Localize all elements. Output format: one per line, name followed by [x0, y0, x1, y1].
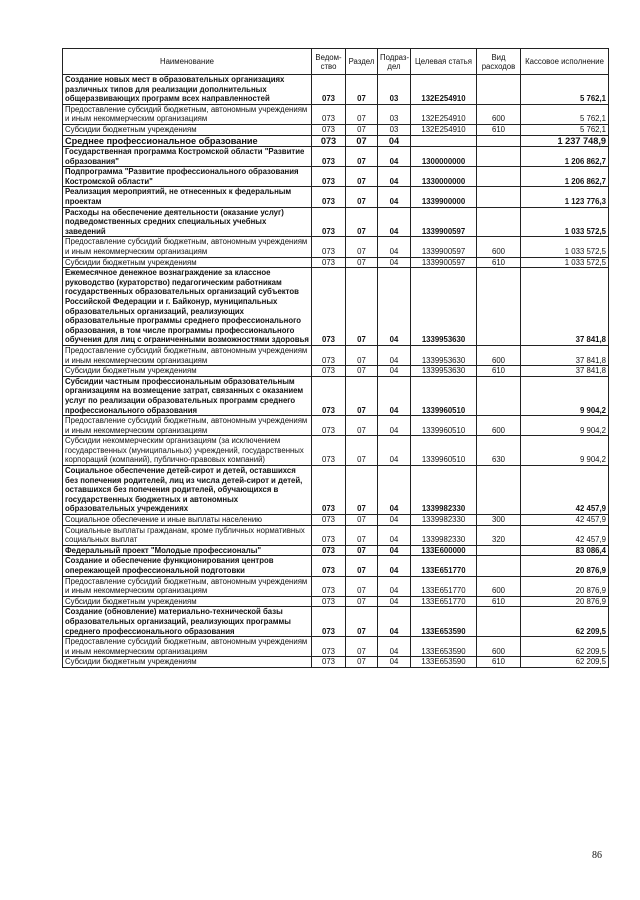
table-row	[63, 657, 609, 668]
cell-section: 07	[346, 525, 378, 545]
cell-section: 07	[346, 268, 378, 346]
cell-amount: 9 904,2	[521, 376, 609, 415]
cell-subsection: 03	[378, 104, 411, 124]
cell-expense-type	[477, 135, 521, 147]
cell-expense-type	[477, 147, 521, 167]
cell-section: 07	[346, 147, 378, 167]
table-row	[63, 466, 609, 515]
cell-name: Ежемесячное денежное вознаграждение за классное руководство (кураторство) педагогическим работникам государственных образовательных организаций субъектов Российской Федерации и г. Байконур, муниципальных образовательных организаций, реализующих образовательные программы среднего профессионального образования, в том числе программы профессионального обучения для лиц с ограниченными возможностями здоровья	[63, 268, 312, 346]
cell-dept: 073	[312, 576, 346, 596]
cell-subsection: 04	[378, 167, 411, 187]
cell-dept: 073	[312, 416, 346, 436]
cell-subsection: 04	[378, 147, 411, 167]
cell-dept: 073	[312, 104, 346, 124]
cell-article: 133E600000	[411, 545, 477, 556]
cell-expense-type: 630	[477, 436, 521, 466]
table-row	[63, 576, 609, 596]
cell-subsection: 04	[378, 436, 411, 466]
cell-article: 1339960510	[411, 416, 477, 436]
cell-name: Среднее профессиональное образование	[63, 135, 312, 147]
cell-name: Государственная программа Костромской области "Развитие образования"	[63, 147, 312, 167]
cell-subsection: 04	[378, 207, 411, 237]
cell-amount: 9 904,2	[521, 416, 609, 436]
cell-expense-type	[477, 167, 521, 187]
cell-dept: 073	[312, 135, 346, 147]
cell-article: 1300000000	[411, 147, 477, 167]
cell-expense-type: 610	[477, 366, 521, 377]
table-row	[63, 187, 609, 207]
cell-article: 1339982330	[411, 515, 477, 526]
cell-expense-type	[477, 556, 521, 576]
cell-dept: 073	[312, 257, 346, 268]
cell-article: 132E254910	[411, 104, 477, 124]
cell-amount: 37 841,8	[521, 366, 609, 377]
table-body	[63, 75, 609, 668]
cell-amount: 5 762,1	[521, 75, 609, 105]
cell-subsection: 04	[378, 366, 411, 377]
cell-dept: 073	[312, 657, 346, 668]
table-row	[63, 167, 609, 187]
cell-section: 07	[346, 637, 378, 657]
cell-section: 07	[346, 596, 378, 607]
cell-article: 1339960510	[411, 376, 477, 415]
cell-expense-type: 610	[477, 596, 521, 607]
cell-subsection: 04	[378, 187, 411, 207]
table-row	[63, 596, 609, 607]
cell-section: 07	[346, 657, 378, 668]
cell-section: 07	[346, 237, 378, 257]
cell-article: 133E653590	[411, 607, 477, 637]
cell-article: 1339953630	[411, 268, 477, 346]
cell-name: Создание (обновление) материально-технической базы образовательных организаций, реализующих программы среднего профессионального образования	[63, 607, 312, 637]
cell-name: Социальные выплаты гражданам, кроме публичных нормативных социальных выплат	[63, 525, 312, 545]
column-header-name: Наименование	[63, 49, 312, 75]
cell-dept: 073	[312, 207, 346, 237]
cell-subsection: 04	[378, 416, 411, 436]
table-row	[63, 237, 609, 257]
cell-article: 133E651770	[411, 556, 477, 576]
cell-dept: 073	[312, 75, 346, 105]
cell-dept: 073	[312, 376, 346, 415]
cell-name: Создание и обеспечение функционирования центров опережающей профессиональной подготовки	[63, 556, 312, 576]
page-number: 86	[592, 850, 602, 861]
cell-amount: 5 762,1	[521, 124, 609, 135]
cell-subsection: 04	[378, 556, 411, 576]
column-header-dept: Ведом-ство	[312, 49, 346, 75]
cell-article: 132E254910	[411, 75, 477, 105]
cell-section: 07	[346, 104, 378, 124]
cell-article: 1339960510	[411, 436, 477, 466]
cell-subsection: 04	[378, 376, 411, 415]
cell-section: 07	[346, 436, 378, 466]
cell-dept: 073	[312, 237, 346, 257]
cell-amount: 1 033 572,5	[521, 237, 609, 257]
cell-name: Социальное обеспечение и иные выплаты населению	[63, 515, 312, 526]
cell-name: Субсидии некоммерческим организациям (за исключением государственных (муниципальных) учреждений, государственных корпораций (компаний), публично-правовых компаний)	[63, 436, 312, 466]
cell-subsection: 03	[378, 75, 411, 105]
cell-expense-type: 610	[477, 657, 521, 668]
table-row	[63, 147, 609, 167]
cell-expense-type	[477, 545, 521, 556]
cell-article: 133E653590	[411, 657, 477, 668]
column-header-subsection: Подраз-дел	[378, 49, 411, 75]
cell-article: 1339982330	[411, 466, 477, 515]
cell-subsection: 04	[378, 545, 411, 556]
cell-subsection: 04	[378, 466, 411, 515]
cell-expense-type	[477, 268, 521, 346]
column-header-amount: Кассовое исполнение	[521, 49, 609, 75]
cell-section: 07	[346, 187, 378, 207]
cell-amount: 62 209,5	[521, 637, 609, 657]
cell-amount: 62 209,5	[521, 607, 609, 637]
cell-dept: 073	[312, 147, 346, 167]
cell-subsection: 04	[378, 237, 411, 257]
cell-name: Реализация мероприятий, не отнесенных к федеральным проектам	[63, 187, 312, 207]
cell-article: 1339900597	[411, 237, 477, 257]
cell-dept: 073	[312, 187, 346, 207]
budget-table	[62, 48, 609, 668]
table-row	[63, 345, 609, 365]
cell-amount: 62 209,5	[521, 657, 609, 668]
cell-dept: 073	[312, 124, 346, 135]
cell-article: 133E651770	[411, 576, 477, 596]
cell-amount: 20 876,9	[521, 576, 609, 596]
cell-dept: 073	[312, 436, 346, 466]
cell-name: Субсидии бюджетным учреждениям	[63, 257, 312, 268]
cell-expense-type	[477, 607, 521, 637]
cell-name: Предоставление субсидий бюджетным, автономным учреждениям и иным некоммерческим организациям	[63, 637, 312, 657]
cell-article: 1339900000	[411, 187, 477, 207]
cell-article: 1339953630	[411, 366, 477, 377]
table-row	[63, 104, 609, 124]
cell-amount: 1 206 862,7	[521, 147, 609, 167]
cell-subsection: 03	[378, 124, 411, 135]
cell-expense-type	[477, 75, 521, 105]
cell-name: Подпрограмма "Развитие профессионального образования Костромской области"	[63, 167, 312, 187]
table-row	[63, 556, 609, 576]
cell-expense-type: 600	[477, 104, 521, 124]
table-row	[63, 75, 609, 105]
cell-expense-type: 600	[477, 637, 521, 657]
cell-amount: 1 123 776,3	[521, 187, 609, 207]
cell-amount: 9 904,2	[521, 436, 609, 466]
cell-name: Субсидии бюджетным учреждениям	[63, 596, 312, 607]
cell-article: 1339900597	[411, 207, 477, 237]
cell-subsection: 04	[378, 576, 411, 596]
cell-dept: 073	[312, 515, 346, 526]
cell-amount: 83 086,4	[521, 545, 609, 556]
column-header-article: Целевая статья	[411, 49, 477, 75]
cell-subsection: 04	[378, 596, 411, 607]
cell-name: Субсидии бюджетным учреждениям	[63, 366, 312, 377]
cell-subsection: 04	[378, 268, 411, 346]
cell-dept: 073	[312, 556, 346, 576]
cell-expense-type	[477, 187, 521, 207]
cell-article	[411, 135, 477, 147]
cell-dept: 073	[312, 545, 346, 556]
table-row	[63, 366, 609, 377]
cell-amount: 1 033 572,5	[521, 207, 609, 237]
cell-article: 1339953630	[411, 345, 477, 365]
cell-dept: 073	[312, 466, 346, 515]
cell-name: Федеральный проект "Молодые профессионалы"	[63, 545, 312, 556]
cell-section: 07	[346, 207, 378, 237]
column-header-expense-type: Вид расходов	[477, 49, 521, 75]
cell-dept: 073	[312, 167, 346, 187]
cell-dept: 073	[312, 366, 346, 377]
cell-amount: 1 237 748,9	[521, 135, 609, 147]
cell-amount: 1 033 572,5	[521, 257, 609, 268]
cell-name: Предоставление субсидий бюджетным, автономным учреждениям и иным некоммерческим организациям	[63, 416, 312, 436]
cell-section: 07	[346, 167, 378, 187]
cell-dept: 073	[312, 345, 346, 365]
cell-expense-type	[477, 376, 521, 415]
table-row	[63, 637, 609, 657]
cell-amount: 42 457,9	[521, 515, 609, 526]
cell-name: Социальное обеспечение детей-сирот и детей, оставшихся без попечения родителей, лиц из числа детей-сирот и детей, оставшихся без попечения родителей, обучающихся в государственных бюджетных и автономных образовательных учреждениях	[63, 466, 312, 515]
cell-amount: 1 206 862,7	[521, 167, 609, 187]
cell-dept: 073	[312, 596, 346, 607]
cell-name: Предоставление субсидий бюджетным, автономным учреждениям и иным некоммерческим организациям	[63, 104, 312, 124]
cell-expense-type: 600	[477, 576, 521, 596]
table-row	[63, 545, 609, 556]
cell-amount: 20 876,9	[521, 556, 609, 576]
table-header-row	[63, 49, 609, 75]
cell-amount: 5 762,1	[521, 104, 609, 124]
cell-subsection: 04	[378, 607, 411, 637]
cell-subsection: 04	[378, 657, 411, 668]
table-row	[63, 257, 609, 268]
table-row	[63, 607, 609, 637]
table-row	[63, 515, 609, 526]
table-row	[63, 124, 609, 135]
cell-amount: 37 841,8	[521, 345, 609, 365]
cell-section: 07	[346, 135, 378, 147]
cell-article: 1339900597	[411, 257, 477, 268]
cell-amount: 42 457,9	[521, 525, 609, 545]
cell-expense-type: 610	[477, 257, 521, 268]
cell-article: 132E254910	[411, 124, 477, 135]
cell-name: Расходы на обеспечение деятельности (оказание услуг) подведомственных средних специальных учебных заведений	[63, 207, 312, 237]
column-header-section: Раздел	[346, 49, 378, 75]
cell-section: 07	[346, 257, 378, 268]
table-row	[63, 376, 609, 415]
cell-section: 07	[346, 75, 378, 105]
cell-section: 07	[346, 556, 378, 576]
cell-dept: 073	[312, 525, 346, 545]
cell-expense-type: 320	[477, 525, 521, 545]
cell-article: 1330000000	[411, 167, 477, 187]
cell-name: Предоставление субсидий бюджетным, автономным учреждениям и иным некоммерческим организациям	[63, 576, 312, 596]
cell-expense-type: 600	[477, 416, 521, 436]
cell-dept: 073	[312, 607, 346, 637]
cell-section: 07	[346, 545, 378, 556]
cell-name: Создание новых мест в образовательных организациях различных типов для реализации дополнительных общеразвивающих программ всех направленностей	[63, 75, 312, 105]
cell-section: 07	[346, 366, 378, 377]
cell-subsection: 04	[378, 135, 411, 147]
cell-expense-type: 300	[477, 515, 521, 526]
cell-article: 1339982330	[411, 525, 477, 545]
cell-section: 07	[346, 345, 378, 365]
cell-name: Субсидии частным профессиональным образовательным организациям на возмещение затрат, связанных с оказанием услуг по реализации образовательных программ среднего профессионального образования	[63, 376, 312, 415]
cell-name: Субсидии бюджетным учреждениям	[63, 657, 312, 668]
table-row	[63, 268, 609, 346]
cell-amount: 37 841,8	[521, 268, 609, 346]
table-row	[63, 416, 609, 436]
cell-dept: 073	[312, 637, 346, 657]
cell-section: 07	[346, 466, 378, 515]
cell-dept: 073	[312, 268, 346, 346]
cell-expense-type: 600	[477, 237, 521, 257]
table-row	[63, 135, 609, 147]
cell-subsection: 04	[378, 515, 411, 526]
cell-section: 07	[346, 124, 378, 135]
cell-amount: 20 876,9	[521, 596, 609, 607]
table-row	[63, 525, 609, 545]
cell-expense-type	[477, 466, 521, 515]
cell-expense-type: 600	[477, 345, 521, 365]
cell-name: Предоставление субсидий бюджетным, автономным учреждениям и иным некоммерческим организациям	[63, 345, 312, 365]
cell-article: 133E653590	[411, 637, 477, 657]
cell-subsection: 04	[378, 345, 411, 365]
cell-amount: 42 457,9	[521, 466, 609, 515]
cell-expense-type	[477, 207, 521, 237]
cell-section: 07	[346, 576, 378, 596]
cell-section: 07	[346, 607, 378, 637]
table-row	[63, 207, 609, 237]
cell-expense-type: 610	[477, 124, 521, 135]
cell-section: 07	[346, 376, 378, 415]
table-row	[63, 436, 609, 466]
cell-section: 07	[346, 515, 378, 526]
cell-section: 07	[346, 416, 378, 436]
cell-subsection: 04	[378, 257, 411, 268]
cell-name: Предоставление субсидий бюджетным, автономным учреждениям и иным некоммерческим организациям	[63, 237, 312, 257]
cell-article: 133E651770	[411, 596, 477, 607]
cell-name: Субсидии бюджетным учреждениям	[63, 124, 312, 135]
cell-subsection: 04	[378, 637, 411, 657]
cell-subsection: 04	[378, 525, 411, 545]
